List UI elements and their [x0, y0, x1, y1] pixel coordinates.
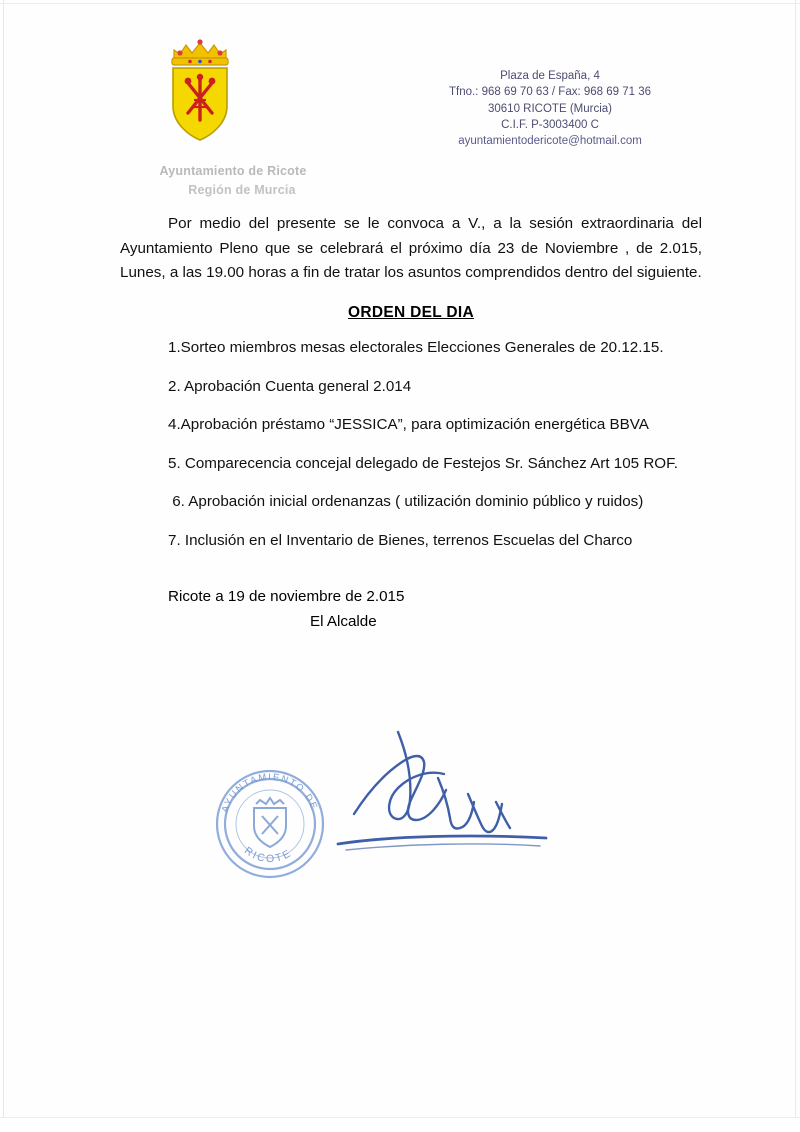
intro-text: Por medio del presente se le convoca a V., a la sesión extraordinaria del Ayuntamiento Pleno que se celebrará el próximo día 23 de Noviembre , de 2.015, Lunes, a las 19.00 horas a fin de tratar los asuntos comprendidos dentro del siguiente. [120, 215, 702, 282]
agenda-title: ORDEN DEL DIA [348, 303, 474, 321]
contact-block [400, 68, 700, 150]
handwritten-signature-icon [310, 718, 610, 878]
contact-line-cif: C.I.F. P-3003400 C [501, 118, 599, 131]
intro-paragraph [120, 212, 702, 286]
agenda-title-wrap [120, 304, 702, 322]
entity-name: Ayuntamiento de Ricote [159, 164, 307, 178]
signature-area [190, 718, 610, 898]
entity-region: Región de Murcia [188, 183, 296, 198]
official-round-stamp-icon [210, 764, 330, 884]
closing-place-date: Ricote a 19 de noviembre de 2.015 [168, 587, 405, 605]
agenda-item-6 [120, 490, 702, 515]
contact-line-phone: Tfno.: 968 69 70 63 / Fax: 968 69 71 36 [448, 86, 652, 99]
page-footer-margin [0, 1118, 800, 1132]
agenda-item-text: 2. Aprobación Cuenta general 2.014 [168, 377, 412, 395]
agenda-item-text: 4.Aprobación préstamo “JESSICA”, para optimización energética BBVA [168, 416, 649, 434]
document-body [120, 212, 702, 635]
entity-identity [108, 162, 358, 201]
closing-block [120, 584, 702, 636]
agenda-item-5 [120, 452, 702, 477]
agenda-item-7 [120, 529, 702, 554]
agenda-item-1 [120, 336, 702, 361]
contact-line-city: 30610 RICOTE (Murcia) [488, 102, 612, 115]
agenda-item-text: 7. Inclusión en el Inventario de Bienes, terrenos Escuelas del Charco [168, 532, 633, 549]
agenda-item-2 [120, 375, 702, 400]
svg-text:AYUNTAMIENTO DE: AYUNTAMIENTO DE [219, 771, 320, 815]
agenda-item-text: 5. Comparecencia concejal delegado de Festejos Sr. Sánchez Art 105 ROF. [168, 454, 678, 472]
agenda-item-text: 1.Sorteo miembros mesas electorales Elecciones Generales de 20.12.15. [168, 338, 664, 356]
contact-email: ayuntamientodericote@hotmail.com [458, 135, 642, 148]
agenda-item-4 [120, 413, 702, 438]
document-header [0, 16, 800, 196]
closing-signer-title: El Alcalde [310, 613, 377, 631]
svg-text:RICOTE: RICOTE [242, 844, 295, 866]
agenda-item-text: 6. Aprobación inicial ordenanzas ( utilización dominio público y ruidos) [168, 493, 644, 511]
contact-line-address: Plaza de España, 4 [500, 70, 600, 82]
coat-of-arms-icon [158, 28, 242, 146]
scan-edge-top [0, 3, 800, 4]
